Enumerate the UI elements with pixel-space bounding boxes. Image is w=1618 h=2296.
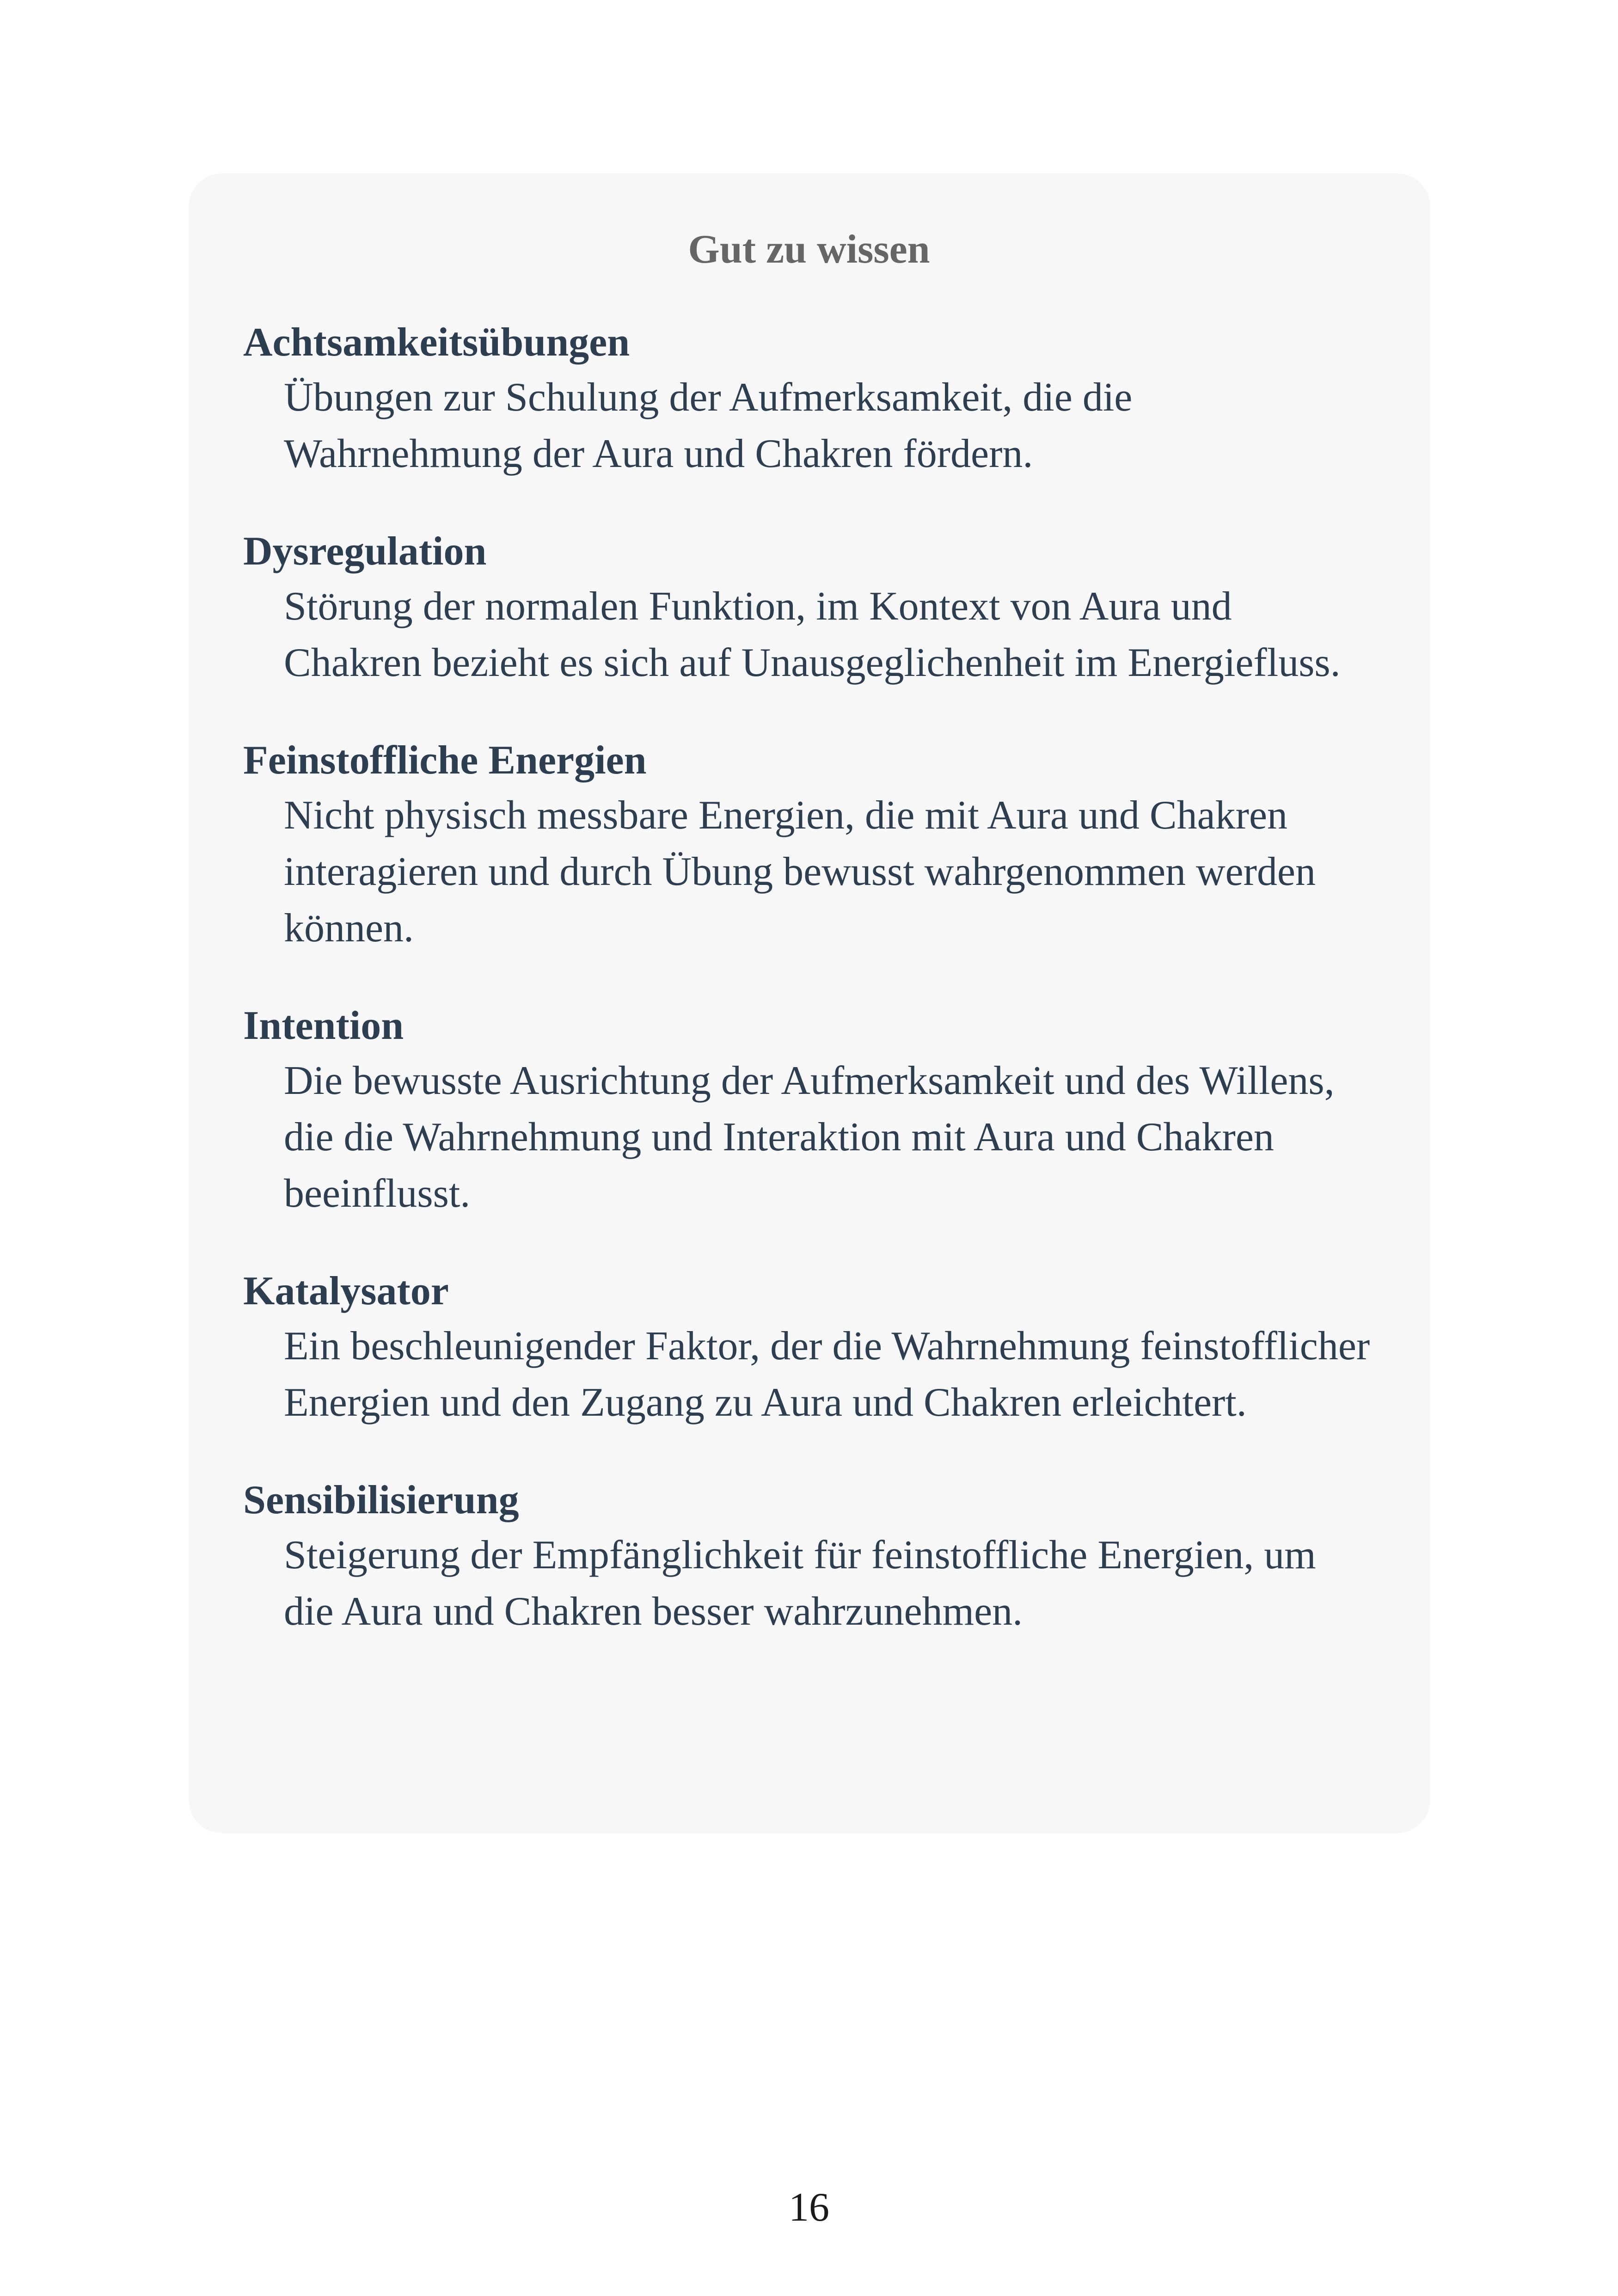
glossary-entry — [243, 1265, 1375, 1431]
glossary-definition: Übungen zur Schulung der Aufmerksamkeit, die die Wahrnehmung der Aura und Chakren fördern. — [284, 375, 1133, 476]
glossary-entry — [243, 316, 1375, 482]
glossary-entry — [243, 525, 1375, 691]
glossary-entry — [243, 999, 1375, 1222]
glossary-definition: Störung der normalen Funktion, im Kontext von Aura und Chakren bezieht es sich auf Unausgeglichenheit im Energiefluss. — [284, 584, 1341, 685]
page-number: 16 — [789, 2185, 829, 2230]
glossary-definition: Ein beschleunigender Faktor, der die Wahrnehmung feinstofflicher Energien und den Zugang zu Aura und Chakren erleichtert. — [284, 1324, 1370, 1425]
glossary-entry — [243, 1473, 1375, 1640]
glossary-definition: Die bewusste Ausrichtung der Aufmerksamkeit und des Willens, die die Wahrnehmung und Interaktion mit Aura und Chakren beeinflusst. — [284, 1058, 1335, 1216]
glossary-term: Intention — [243, 1003, 404, 1048]
glossary-term: Sensibilisierung — [243, 1478, 519, 1522]
info-box — [189, 173, 1430, 1833]
glossary-term: Dysregulation — [243, 529, 487, 574]
info-box-title: Gut zu wissen — [688, 227, 930, 272]
glossary-term: Feinstoffliche Energien — [243, 738, 647, 783]
glossary-definition: Nicht physisch messbare Energien, die mit Aura und Chakren interagieren und durch Übung bewusst wahrgenommen werden können. — [284, 793, 1316, 951]
glossary-term: Katalysator — [243, 1269, 449, 1314]
glossary-entry — [243, 734, 1375, 957]
glossary-definition: Steigerung der Empfänglichkeit für feinstoffliche Energien, um die Aura und Chakren besser wahrzunehmen. — [284, 1533, 1316, 1634]
glossary-term: Achtsamkeitsübungen — [243, 320, 630, 365]
